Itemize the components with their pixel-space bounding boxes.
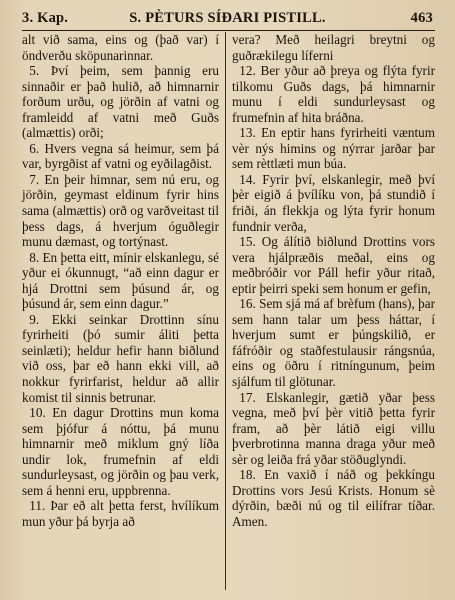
verse-paragraph: 7. En þeir himnar, sem nú eru, og jörðin, geymast eldinum fyrir hins sama (almættis) orð og varðveitast til þess dags, á hverjum óguðlegir munu dæmast, og tortýnast. [22,171,219,250]
verse-paragraph: vera? Með heilagri breytni og guðrækilegu líferni [232,32,435,63]
running-header [22,10,433,30]
verse-paragraph: 8. En þetta eitt, mínir elskanlegu, sé yður ei ókunnugt, “að einn dagur er hjá Drottni sem þúsund ár, og þúsund ár, sem einn dagur.” [22,249,219,312]
verse-paragraph: 14. Fyrir því, elskanlegir, með því þèr eigið á þvílíku von, þá stundið í friði, án flekkja og lýta fyrir honum fundnir verða, [232,171,435,234]
page-number: 463 [410,10,433,26]
verse-paragraph: 10. En dagur Drottins mun koma sem þjófur á nóttu, þá munu himnarnir með miklum gný líða undir lok, frumefnin af eldi sundurleysast, og jörðin og þau verk, sem á henni eru, uppbrenna. [22,405,219,498]
verse-paragraph: 12. Ber yður að þreya og flýta fyrir tilkomu Guðs dags, þá himnarnir munu í eldi sundurleysast og frumefnin af hita bráðna. [232,63,435,125]
verse-paragraph: 6. Hvers vegna sá heimur, sem þá var, byrgðist af vatni og eyðilagðist. [22,140,219,172]
verse-paragraph: 11. Þar eð alt þetta ferst, hvílíkum mun yður þá byrja að [22,498,219,529]
column-divider [225,32,226,590]
verse-paragraph: 17. Elskanlegir, gætið yðar þess vegna, með því þèr vitið þetta fyrir fram, að þèr látið eigi villu þverbrotinna manna draga yður með sèr og leiða frá yðar stöðuglyndi. [232,389,435,467]
left-column [22,32,219,592]
header-rule [22,30,435,31]
verse-paragraph: 9. Ekki seinkar Drottinn sínu fyrirheiti (þó sumir áliti þetta seinlæti); heldur hefir hann biðlund við oss, þar eð hann ekki vill, að nokkur fyrirfarist, heldur að allir komist til sinnis betrunar. [22,311,219,405]
verse-paragraph: 13. En eptir hans fyrirheiti væntum vèr nýs himins og nýrrar jarðar þar sem rèttlæti mun búa. [232,125,435,172]
verse-paragraph: 5. Því þeim, sem þannig eru sinnaðir er það hulið, að himnarnir forðum urðu, og jörðin af vatni og framleidd af vatni með Guðs (almættis) orði; [22,63,219,141]
verse-paragraph: 18. En vaxið í náð og þekkíngu Drottins vors Jesú Krists. Honum sè dýrðin, bæði nú og til eilífrar tíðar. Amen. [232,467,435,529]
chapter-label: 3. Kap. [22,10,69,26]
verse-paragraph: 16. Sem sjá má af brèfum (hans), þar sem hann talar um þess háttar, í hverjum sumt er þúngskilið, er fáfróðir og staðfestulausir rángsnúa, eins og öðru í ritníngunum, þeim sjálfum til glötunar. [232,296,435,390]
verse-paragraph: 15. Og álítið biðlund Drottins vors vera hjálpræðis meðal, eins og meðbróðir vor Páll hefir yður ritað, eptir þeirri speki sem honum er gefin, [232,234,435,296]
right-column [232,32,435,592]
book-title: S. PÈTURS SÍÐARI PISTILL. [129,10,326,26]
verse-paragraph: alt við sama, eins og (það var) í öndverðu sköpunarinnar. [22,32,219,63]
